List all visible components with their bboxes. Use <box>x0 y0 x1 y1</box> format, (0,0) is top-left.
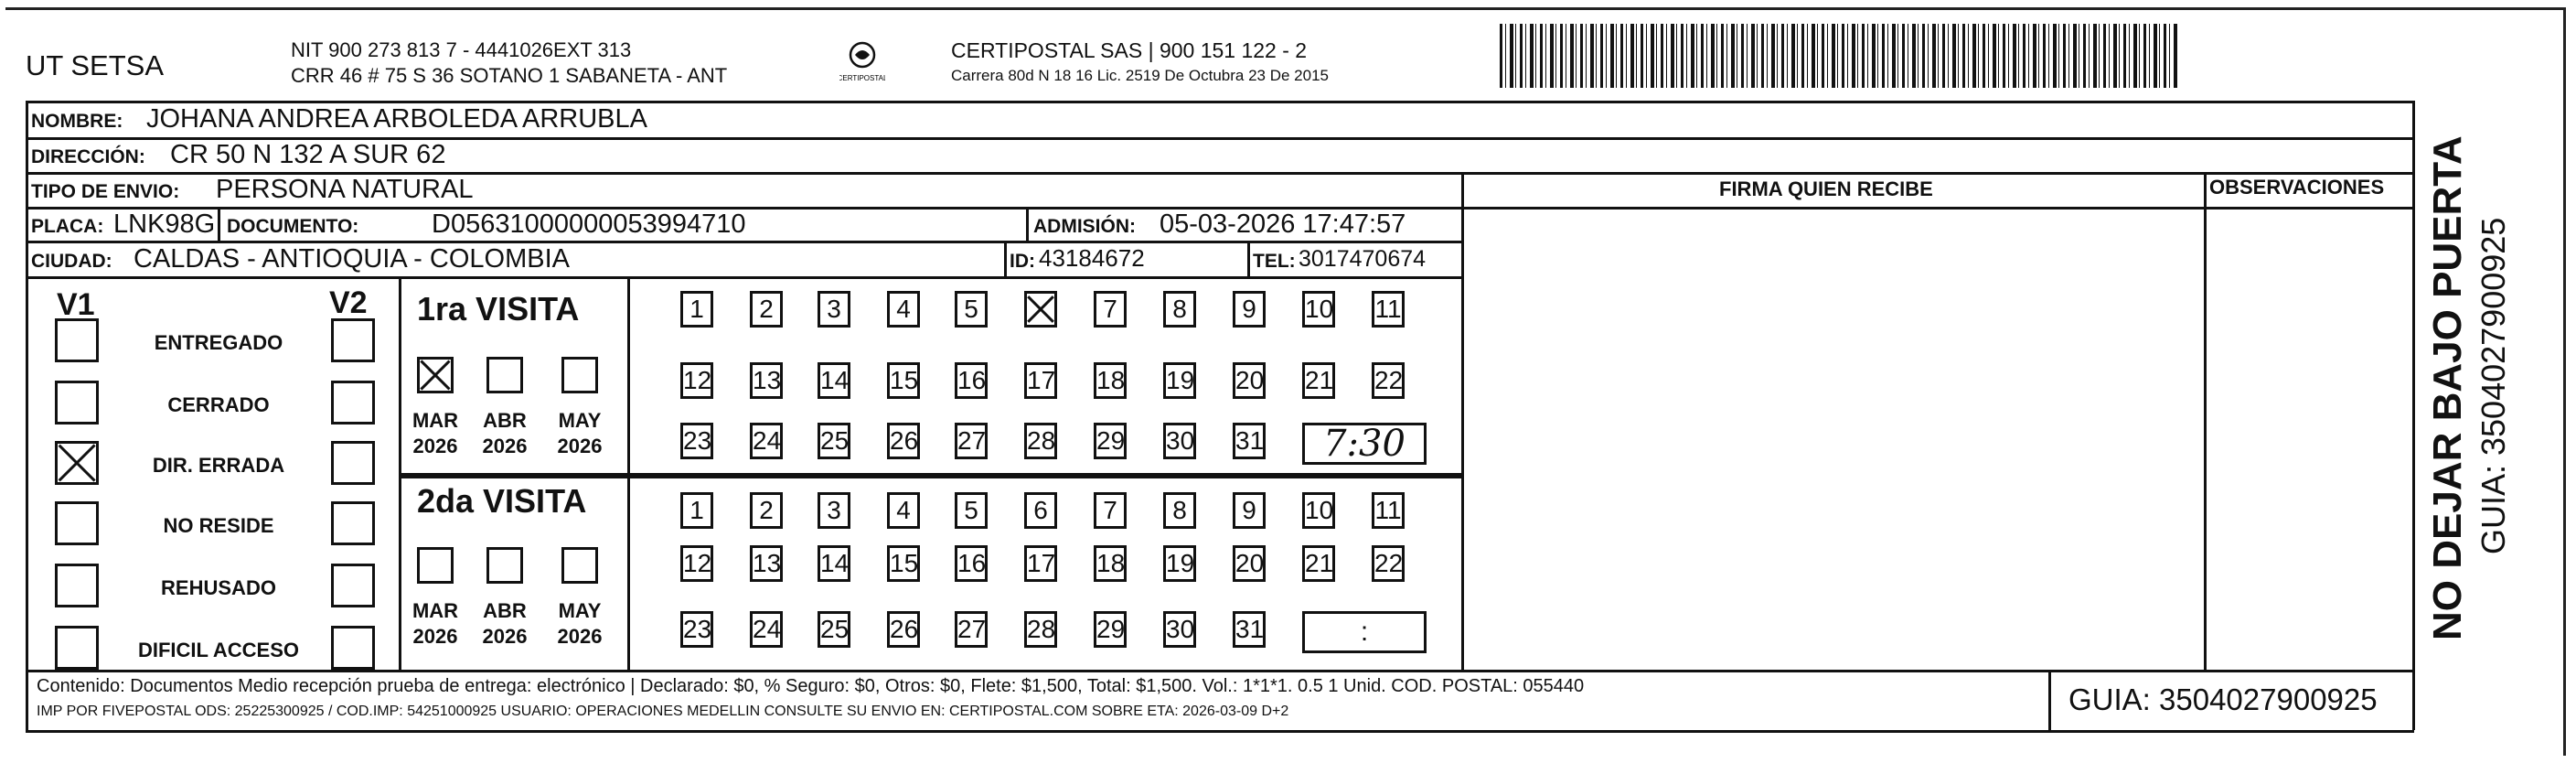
visit1-month-label: ABR 2026 <box>482 409 528 457</box>
visit1-day-1[interactable]: 1 <box>680 291 713 328</box>
visit2-day-23[interactable]: 23 <box>680 611 713 648</box>
visit2-day-17[interactable]: 17 <box>1024 545 1057 582</box>
visit2-day-5[interactable]: 5 <box>955 492 988 529</box>
first-visit-title: 1ra VISITA <box>417 290 580 328</box>
visit1-day-24[interactable]: 24 <box>750 423 783 459</box>
visit2-month-label: ABR 2026 <box>482 599 528 648</box>
visit2-day-30[interactable]: 30 <box>1163 611 1196 648</box>
documento-label: DOCUMENTO: <box>227 216 359 237</box>
visit2-day-8[interactable]: 8 <box>1163 492 1196 529</box>
visit1-day-12[interactable]: 12 <box>680 362 713 399</box>
visit1-day-21[interactable]: 21 <box>1302 362 1335 399</box>
visit2-month-label: MAR 2026 <box>412 599 459 648</box>
footer-guia: GUIA: 3504027900925 <box>2068 682 2378 716</box>
visit2-day-6[interactable]: 6 <box>1024 492 1057 529</box>
visit1-day-9[interactable]: 9 <box>1233 291 1266 328</box>
visit1-day-19[interactable]: 19 <box>1163 362 1196 399</box>
company-name: UT SETSA <box>26 49 165 81</box>
visit2-day-31[interactable]: 31 <box>1233 611 1266 648</box>
visit2-day-21[interactable]: 21 <box>1302 545 1335 582</box>
visit2-time-field[interactable]: : <box>1302 611 1427 653</box>
visit1-day-7[interactable]: 7 <box>1094 291 1127 328</box>
ciudad-value: CALDAS - ANTIOQUIA - COLOMBIA <box>134 244 570 274</box>
visit2-day-9[interactable]: 9 <box>1233 492 1266 529</box>
status-label: NO RESIDE <box>163 514 274 537</box>
visit2-day-19[interactable]: 19 <box>1163 545 1196 582</box>
certipostal-info: CERTIPOSTAL SAS | 900 151 122 - 2 <box>951 38 1308 62</box>
second-visit-title: 2da VISITA <box>417 482 587 520</box>
side-guia: GUIA: 3504027900925 <box>2474 217 2512 554</box>
status-v2-checkbox[interactable] <box>331 318 375 362</box>
visit2-day-4[interactable]: 4 <box>887 492 920 529</box>
admision-value: 05-03-2026 17:47:57 <box>1160 210 1406 239</box>
documento-value: D05631000000053994710 <box>432 210 746 239</box>
status-label: ENTREGADO <box>154 331 283 354</box>
footer-contenido: Contenido: Documentos Medio recepción prueba de entrega: electrónico | Declarado: $0, % Seguro: $0, Otros: $0, Flete: $1,500, Total: $1,500. Vol.: 1*1*1. 0.5 1 Unid. COD. POSTAL: 055440 <box>37 676 1585 696</box>
visit2-day-7[interactable]: 7 <box>1094 492 1127 529</box>
observaciones-header: OBSERVACIONES <box>2209 176 2385 199</box>
visit2-day-26[interactable]: 26 <box>887 611 920 648</box>
visit1-day-5[interactable]: 5 <box>955 291 988 328</box>
certipostal-logo <box>839 37 885 88</box>
placa-value: LNK98G <box>113 210 216 239</box>
visit1-day-17[interactable]: 17 <box>1024 362 1057 399</box>
status-v1-checkbox[interactable] <box>55 564 99 607</box>
visit2-day-25[interactable]: 25 <box>818 611 850 648</box>
status-label: CERRADO <box>167 393 270 416</box>
visit1-month-checkbox-mar[interactable] <box>417 357 454 393</box>
visit1-day-20[interactable]: 20 <box>1233 362 1266 399</box>
visit1-day-15[interactable]: 15 <box>887 362 920 399</box>
visit1-day-8[interactable]: 8 <box>1163 291 1196 328</box>
visit2-day-13[interactable]: 13 <box>750 545 783 582</box>
footer-imp: IMP POR FIVEPOSTAL ODS: 25225300925 / COD.IMP: 54251000925 USUARIO: OPERACIONES MEDELLIN CONSULTE SU ENVIO EN: CERTIPOSTAL.COM SOBRE ETA: 2026-03-09 D+2 <box>37 704 1289 719</box>
visit2-day-11[interactable]: 11 <box>1372 492 1405 529</box>
visit1-day-4[interactable]: 4 <box>887 291 920 328</box>
visit2-day-16[interactable]: 16 <box>955 545 988 582</box>
visit1-day-14[interactable]: 14 <box>818 362 850 399</box>
status-label: DIFICIL ACCESO <box>137 639 299 661</box>
status-v1-checkbox[interactable] <box>55 501 99 545</box>
side-warning: NO DEJAR BAJO PUERTA <box>2425 135 2470 640</box>
visit1-time-field[interactable]: 7:30 <box>1302 423 1427 465</box>
status-v2-checkbox[interactable] <box>331 501 375 545</box>
status-v2-checkbox[interactable] <box>331 381 375 424</box>
visit1-day-30[interactable]: 30 <box>1163 423 1196 459</box>
status-v2-checkbox[interactable] <box>331 441 375 485</box>
direccion-value: CR 50 N 132 A SUR 62 <box>170 140 446 169</box>
id-value: 43184672 <box>1039 244 1145 272</box>
visit1-day-16[interactable]: 16 <box>955 362 988 399</box>
status-label: REHUSADO <box>161 576 276 599</box>
status-v1-checkbox[interactable] <box>55 626 99 670</box>
nombre-label: NOMBRE: <box>31 111 123 132</box>
status-v1-checkbox[interactable] <box>55 441 99 485</box>
admision-label: ADMISIÓN: <box>1033 216 1136 237</box>
v1-label: V1 <box>57 287 95 322</box>
nombre-value: JOHANA ANDREA ARBOLEDA ARRUBLA <box>146 104 647 134</box>
visit2-day-28[interactable]: 28 <box>1024 611 1057 648</box>
tel-value: 3017470674 <box>1299 246 1427 272</box>
visit2-day-18[interactable]: 18 <box>1094 545 1127 582</box>
status-label: DIR. ERRADA <box>152 454 285 477</box>
visit2-month-checkbox-mar[interactable] <box>417 547 454 584</box>
visit2-day-12[interactable]: 12 <box>680 545 713 582</box>
company-address: CRR 46 # 75 S 36 SOTANO 1 SABANETA - ANT <box>291 64 728 87</box>
v2-label: V2 <box>329 285 368 320</box>
status-v2-checkbox[interactable] <box>331 564 375 607</box>
id-label: ID: <box>1010 251 1035 272</box>
visit1-day-2[interactable]: 2 <box>750 291 783 328</box>
license-info: Carrera 80d N 18 16 Lic. 2519 De Octubra 23 De 2015 <box>951 67 1329 84</box>
visit2-day-3[interactable]: 3 <box>818 492 850 529</box>
visit1-day-31[interactable]: 31 <box>1233 423 1266 459</box>
visit1-month-checkbox-may[interactable] <box>561 357 598 393</box>
visit1-day-26[interactable]: 26 <box>887 423 920 459</box>
visit2-day-29[interactable]: 29 <box>1094 611 1127 648</box>
svg-text:CERTIPOSTAL: CERTIPOSTAL <box>839 74 885 82</box>
company-nit: NIT 900 273 813 7 - 4441026EXT 313 <box>291 38 632 61</box>
visit1-day-18[interactable]: 18 <box>1094 362 1127 399</box>
visit2-day-10[interactable]: 10 <box>1302 492 1335 529</box>
visit1-day-11[interactable]: 11 <box>1372 291 1405 328</box>
visit2-day-22[interactable]: 22 <box>1372 545 1405 582</box>
status-v1-checkbox[interactable] <box>55 318 99 362</box>
visit1-month-label: MAY 2026 <box>557 409 603 457</box>
visit1-day-3[interactable]: 3 <box>818 291 850 328</box>
status-v2-checkbox[interactable] <box>331 626 375 670</box>
visit2-day-1[interactable]: 1 <box>680 492 713 529</box>
visit2-day-14[interactable]: 14 <box>818 545 850 582</box>
visit2-day-27[interactable]: 27 <box>955 611 988 648</box>
visit2-day-20[interactable]: 20 <box>1233 545 1266 582</box>
visit1-day-27[interactable]: 27 <box>955 423 988 459</box>
visit1-day-25[interactable]: 25 <box>818 423 850 459</box>
visit1-day-29[interactable]: 29 <box>1094 423 1127 459</box>
tipo-envio-label: TIPO DE ENVIO: <box>31 181 180 202</box>
direccion-label: DIRECCIÓN: <box>31 146 145 167</box>
visit1-day-13[interactable]: 13 <box>750 362 783 399</box>
visit1-day-22[interactable]: 22 <box>1372 362 1405 399</box>
barcode <box>1500 24 2178 88</box>
firma-header: FIRMA QUIEN RECIBE <box>1719 177 1933 200</box>
visit2-month-label: MAY 2026 <box>557 599 603 648</box>
tel-label: TEL: <box>1253 251 1296 272</box>
visit2-month-checkbox-may[interactable] <box>561 547 598 584</box>
status-v1-checkbox[interactable] <box>55 381 99 424</box>
visit1-day-6[interactable] <box>1024 291 1057 328</box>
visit1-day-10[interactable]: 10 <box>1302 291 1335 328</box>
visit1-month-label: MAR 2026 <box>412 409 459 457</box>
ciudad-label: CIUDAD: <box>31 251 112 272</box>
visit2-day-24[interactable]: 24 <box>750 611 783 648</box>
visit2-day-2[interactable]: 2 <box>750 492 783 529</box>
visit1-day-23[interactable]: 23 <box>680 423 713 459</box>
placa-label: PLACA: <box>31 216 104 237</box>
visit1-day-28[interactable]: 28 <box>1024 423 1057 459</box>
visit2-day-15[interactable]: 15 <box>887 545 920 582</box>
visit2-month-checkbox-abr[interactable] <box>486 547 523 584</box>
tipo-envio-value: PERSONA NATURAL <box>216 175 474 204</box>
visit1-month-checkbox-abr[interactable] <box>486 357 523 393</box>
